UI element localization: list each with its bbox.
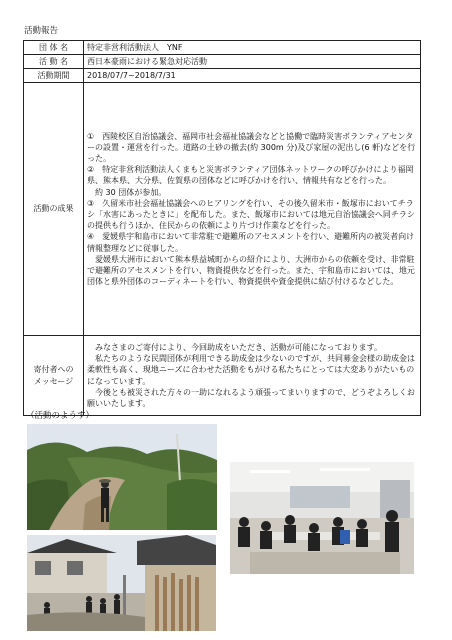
report-table	[23, 40, 421, 416]
table-row	[24, 336, 421, 416]
results-paragraph: 約 30 団体が参加。	[87, 187, 167, 197]
results-body	[84, 83, 421, 336]
table-row	[24, 41, 421, 55]
message-label-line: 寄付者への	[33, 365, 74, 375]
org-name-label: 団 体 名	[24, 41, 84, 55]
message-label-line: メッセージ	[33, 376, 74, 386]
org-name-value: 特定非営利活動法人 YNF	[84, 41, 421, 55]
page-title: 活動報告	[24, 26, 59, 36]
table-row	[24, 69, 421, 83]
results-paragraph: 愛媛県大洲市において熊本県益城町からの紹介により、大洲市からの依頼を受け、非常駐で避難所のアセスメントを行い、物資提供などを行った。また、宇和島市においては、地元団体と県外団体のコーディネートを行い、物資提供や資金提供に結び付けるなどした。	[87, 254, 415, 287]
message-label	[24, 336, 84, 416]
photo-path-clearing	[27, 424, 217, 530]
table-row	[24, 55, 421, 69]
period-value: 2018/07/7~2018/7/31	[84, 69, 421, 83]
period-label: 活動期間	[24, 69, 84, 83]
results-paragraph: ② 特定非営利活動法人くまもと災害ボランティア団体ネットワークの呼びかけにより福岡県、熊本県、大分県、佐賀県の団体などに呼びかけを行い、情報共有などを行った。	[87, 165, 414, 186]
photos-label: （活動のようす）	[26, 411, 95, 421]
photo-meeting-room	[230, 462, 414, 574]
results-label: 活動の成果	[24, 83, 84, 336]
message-paragraph: みなさまのご寄付により、今回助成をいただき、活動が可能になっております。	[87, 342, 383, 352]
photo-damaged-street	[27, 535, 216, 631]
message-paragraph: 今後とも被災された方々の一助になれるよう頑張ってまいりますので、どうぞよろしくお願いいたします。	[87, 387, 415, 408]
activity-name-value: 西日本豪雨における緊急対応活動	[84, 55, 421, 69]
results-paragraph: ① 西陵校区自治協議会、福岡市社会福祉協議会などと協働で臨時災害ボランティアセンターの設置・運営を行った。道路の土砂の撤去(約 300m 分)及び家屋の泥出し(6 軒)などを行った。	[87, 131, 416, 163]
activity-name-label: 活 動 名	[24, 55, 84, 69]
results-paragraph: ④ 愛媛県宇和島市において非常駐で避難所のアセスメントを行い、避難所内の被災者向け情報整理などに従事した。	[87, 232, 415, 253]
message-paragraph: 私たちのような民間団体が利用できる助成金は少ないのですが、共同募金会様の助成金は柔軟性も高く、現地ニーズに合わせた活動をもがける私たちにとっては大変ありがたいものになっています。	[87, 354, 415, 386]
message-body	[84, 336, 421, 416]
table-row	[24, 83, 421, 336]
results-paragraph: ③ 久留米市社会福祉協議会へのヒアリングを行い、その後久留米市・飯塚市においてチラシ「水害にあったときに」を配布した。また、飯塚市においては地元自治協議会へ同チラシの提供も行うほか、住民からの依頼により片づけ作業などを行った。	[87, 198, 415, 231]
